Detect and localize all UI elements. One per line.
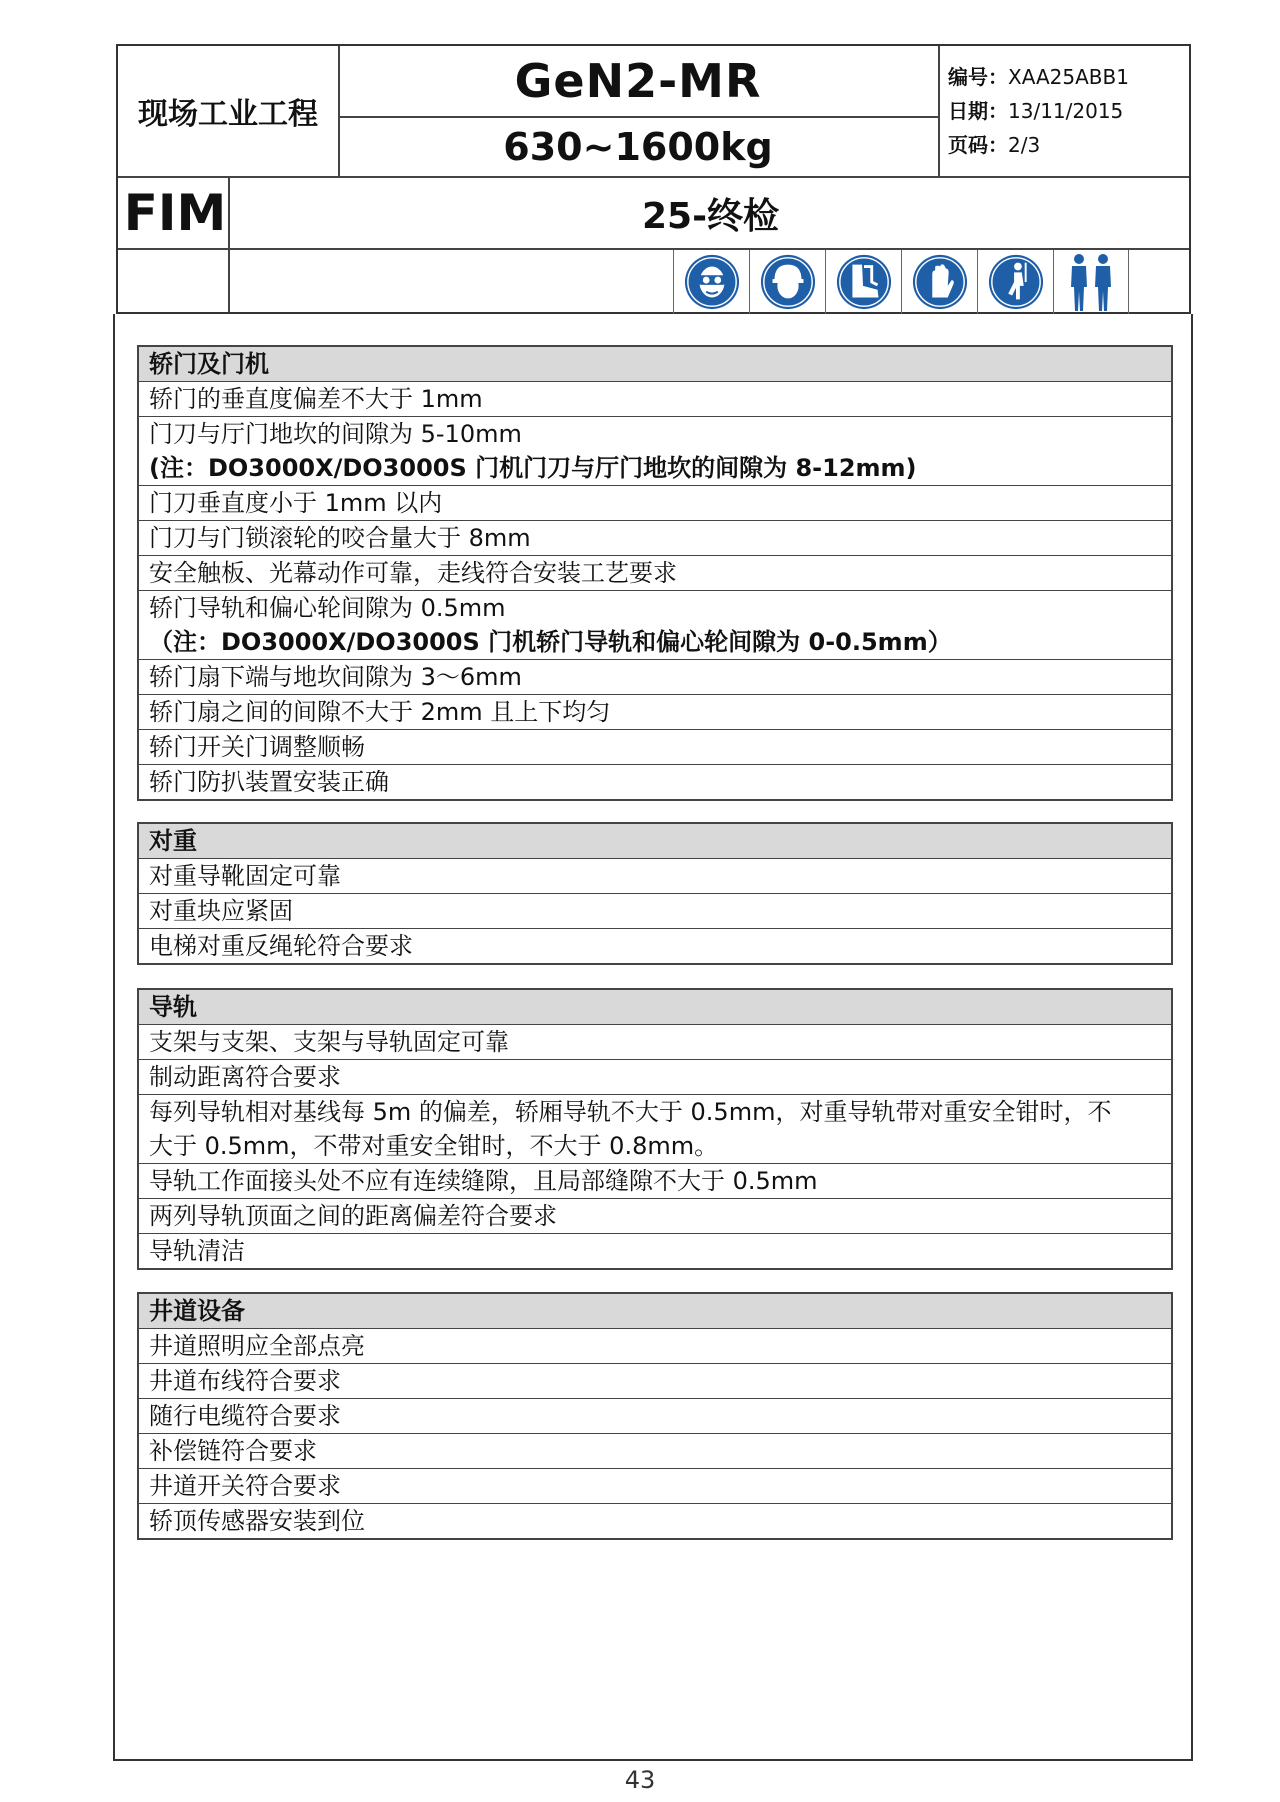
item-note: (注：DO3000X/DO3000S 门机门刀与厅门地坎的间隙为 8-12mm): [149, 454, 917, 482]
list-item: 随行电缆符合要求: [139, 1398, 1171, 1433]
list-item: 对重导靴固定可靠: [139, 858, 1171, 893]
list-item: 轿门开关门调整顺畅: [139, 729, 1171, 764]
meta-page: 页码：2/3: [948, 133, 1041, 157]
checklist-group-car-door: [137, 345, 1173, 801]
section-title: 25-终检: [641, 195, 780, 237]
company-name: 现场工业工程: [138, 97, 318, 132]
group-heading: 轿门及门机: [139, 347, 1171, 381]
document-meta: [948, 60, 1188, 162]
list-item: 电梯对重反绳轮符合要求: [139, 928, 1171, 963]
protective-gloves-icon: [901, 250, 977, 314]
ppe-icon-strip: [673, 250, 1129, 314]
meta-number: 编号：XAA25ABB1: [948, 65, 1129, 89]
checklist-group-guide-rail: [137, 988, 1173, 1270]
list-item: 导轨工作面接头处不应有连续缝隙，且局部缝隙不大于 0.5mm: [139, 1163, 1171, 1198]
list-item: 轿门防扒装置安装正确: [139, 764, 1171, 799]
group-heading: 对重: [139, 824, 1171, 858]
document-header: [116, 44, 1191, 314]
item-note: （注：DO3000X/DO3000S 门机轿门导轨和偏心轮间隙为 0-0.5mm）: [149, 628, 952, 656]
fim-label: FIM: [123, 184, 227, 242]
checklist-group-counterweight: [137, 822, 1173, 965]
list-item: 补偿链符合要求: [139, 1433, 1171, 1468]
safety-boots-icon: [825, 250, 901, 314]
group-heading: 井道设备: [139, 1294, 1171, 1328]
list-item: 对重块应紧固: [139, 893, 1171, 928]
page-number: 43: [624, 1766, 656, 1794]
list-item: 门刀与厅门地坎的间隙为 5-10mm (注：DO3000X/DO3000S 门机门刀与厅门地坎的间隙为 8-12mm): [139, 416, 1171, 485]
list-item: 井道开关符合要求: [139, 1468, 1171, 1503]
hard-hat-icon: [749, 250, 825, 314]
list-item: 井道布线符合要求: [139, 1363, 1171, 1398]
safety-harness-icon: [977, 250, 1053, 314]
list-item: 制动距离符合要求: [139, 1059, 1171, 1094]
list-item: 轿门扇之间的间隙不大于 2mm 且上下均匀: [139, 694, 1171, 729]
list-item: 安全触板、光幕动作可靠，走线符合安装工艺要求: [139, 555, 1171, 590]
capacity-range: 630~1600kg: [503, 125, 773, 169]
list-item: 两列导轨顶面之间的距离偏差符合要求: [139, 1198, 1171, 1233]
list-item: 每列导轨相对基线每 5m 的偏差，轿厢导轨不大于 0.5mm，对重导轨带对重安全钳时，不 大于 0.5mm，不带对重安全钳时，不大于 0.8mm。: [139, 1094, 1171, 1163]
list-item: 导轨清洁: [139, 1233, 1171, 1268]
model-title: GeN2-MR: [514, 54, 762, 108]
list-item: 轿门的垂直度偏差不大于 1mm: [139, 381, 1171, 416]
list-item: 门刀垂直度小于 1mm 以内: [139, 485, 1171, 520]
divider: [938, 46, 940, 178]
two-workers-icon: [1053, 250, 1129, 314]
safety-goggles-icon: [673, 250, 749, 314]
list-item: 井道照明应全部点亮: [139, 1328, 1171, 1363]
group-heading: 导轨: [139, 990, 1171, 1024]
list-item: 支架与支架、支架与导轨固定可靠: [139, 1024, 1171, 1059]
item-continuation: 大于 0.5mm，不带对重安全钳时，不大于 0.8mm。: [149, 1132, 719, 1160]
list-item: 轿门导轨和偏心轮间隙为 0.5mm （注：DO3000X/DO3000S 门机轿门导轨和偏心轮间隙为 0-0.5mm）: [139, 590, 1171, 659]
list-item: 轿门扇下端与地坎间隙为 3～6mm: [139, 659, 1171, 694]
list-item: 轿顶传感器安装到位: [139, 1503, 1171, 1538]
list-item: 门刀与门锁滚轮的咬合量大于 8mm: [139, 520, 1171, 555]
meta-date: 日期：13/11/2015: [948, 99, 1124, 123]
checklist-group-hoistway: [137, 1292, 1173, 1540]
